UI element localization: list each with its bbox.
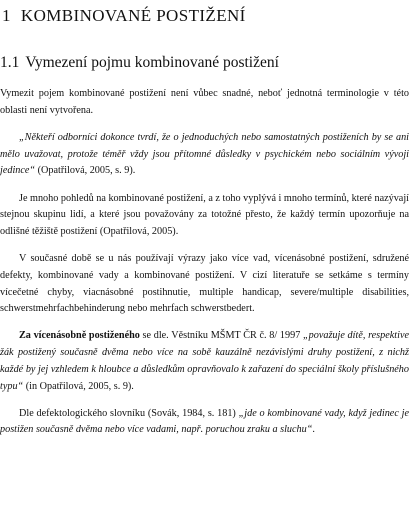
dictionary-source: Dle defektologického slovníku (Sovák, 1984, s. 181) (19, 407, 239, 419)
definition-quote: „považuje dítě, respektive žák postižený současně dvěma nebo více na sobě kauzálně nezávislými druhy postižení, z nichž každé by jej vzhledem k hloubce a důsledkům opravňovalo k zařazení do speciální školy příslušného typu“ (0, 330, 409, 392)
paragraph-quote (0, 130, 409, 180)
section-number: 1.1 (0, 54, 20, 71)
paragraph-dictionary (0, 406, 409, 439)
section-title: Vymezení pojmu kombinované postižení (25, 54, 279, 71)
paragraph-definition (0, 328, 409, 395)
paragraph-intro (0, 86, 409, 119)
dictionary-quote: „jde o kombinované vady, když jedinec je postižen současně dvěma nebo více vadami, např. poruchou zraku a sluchu“ (0, 407, 409, 436)
definition-source: se dle. Věstníku MŠMT ČR č. 8/ 1997 (139, 330, 303, 342)
dictionary-end: . (312, 424, 315, 436)
paragraph-intro-text: Vymezit pojem kombinované postižení není vůbec snadné, neboť jednotná terminologie v této oblasti není vytvořena. (0, 88, 409, 116)
paragraph-terms-text: Je mnoho pohledů na kombinované postižení, a z toho vyplývá i mnoho termínů, které nazývají stejnou skupinu lidí, a které jsou považovány za totožné přesto, že každý termín upozorňuje na odlišné těžiště postižení (Opatřilová, 2005). (0, 192, 409, 237)
document-body (0, 86, 409, 450)
definition-term: Za vícenásobně postiženého (19, 330, 140, 342)
chapter-title: KOMBINOVANÉ POSTIŽENÍ (20, 6, 246, 25)
paragraph-quote-text: „Někteří odborníci dokonce tvrdí, že o jednoduchých nebo samostatných postiženích by se ani mělo uvažovat, protože téměř vždy jsou přítomné důsledky v psychickém nebo sociálním vývoji jedince“ (0, 131, 409, 177)
paragraph-expressions (0, 251, 409, 318)
section-heading (0, 54, 279, 72)
chapter-number: 1 (2, 6, 11, 25)
chapter-heading (2, 6, 246, 26)
paragraph-expressions-text: V současné době se u nás používají výrazy jako více vad, vícenásobné postižení, sdružené defekty, kombinované vady a kombinované postižení. V cizí literatuře se setkáme s termíny vícečetné chyby, viacnásobné postihnutie, multiple handicap, severe/multiple disabilities, schwerstmehrfachbehinderung nebo mehrfach schwerstbedert. (0, 253, 409, 315)
paragraph-quote-citation: (Opatřilová, 2005, s. 9). (35, 165, 136, 177)
paragraph-terms (0, 191, 409, 241)
definition-citation: (in Opatřilová, 2005, s. 9). (23, 380, 134, 392)
